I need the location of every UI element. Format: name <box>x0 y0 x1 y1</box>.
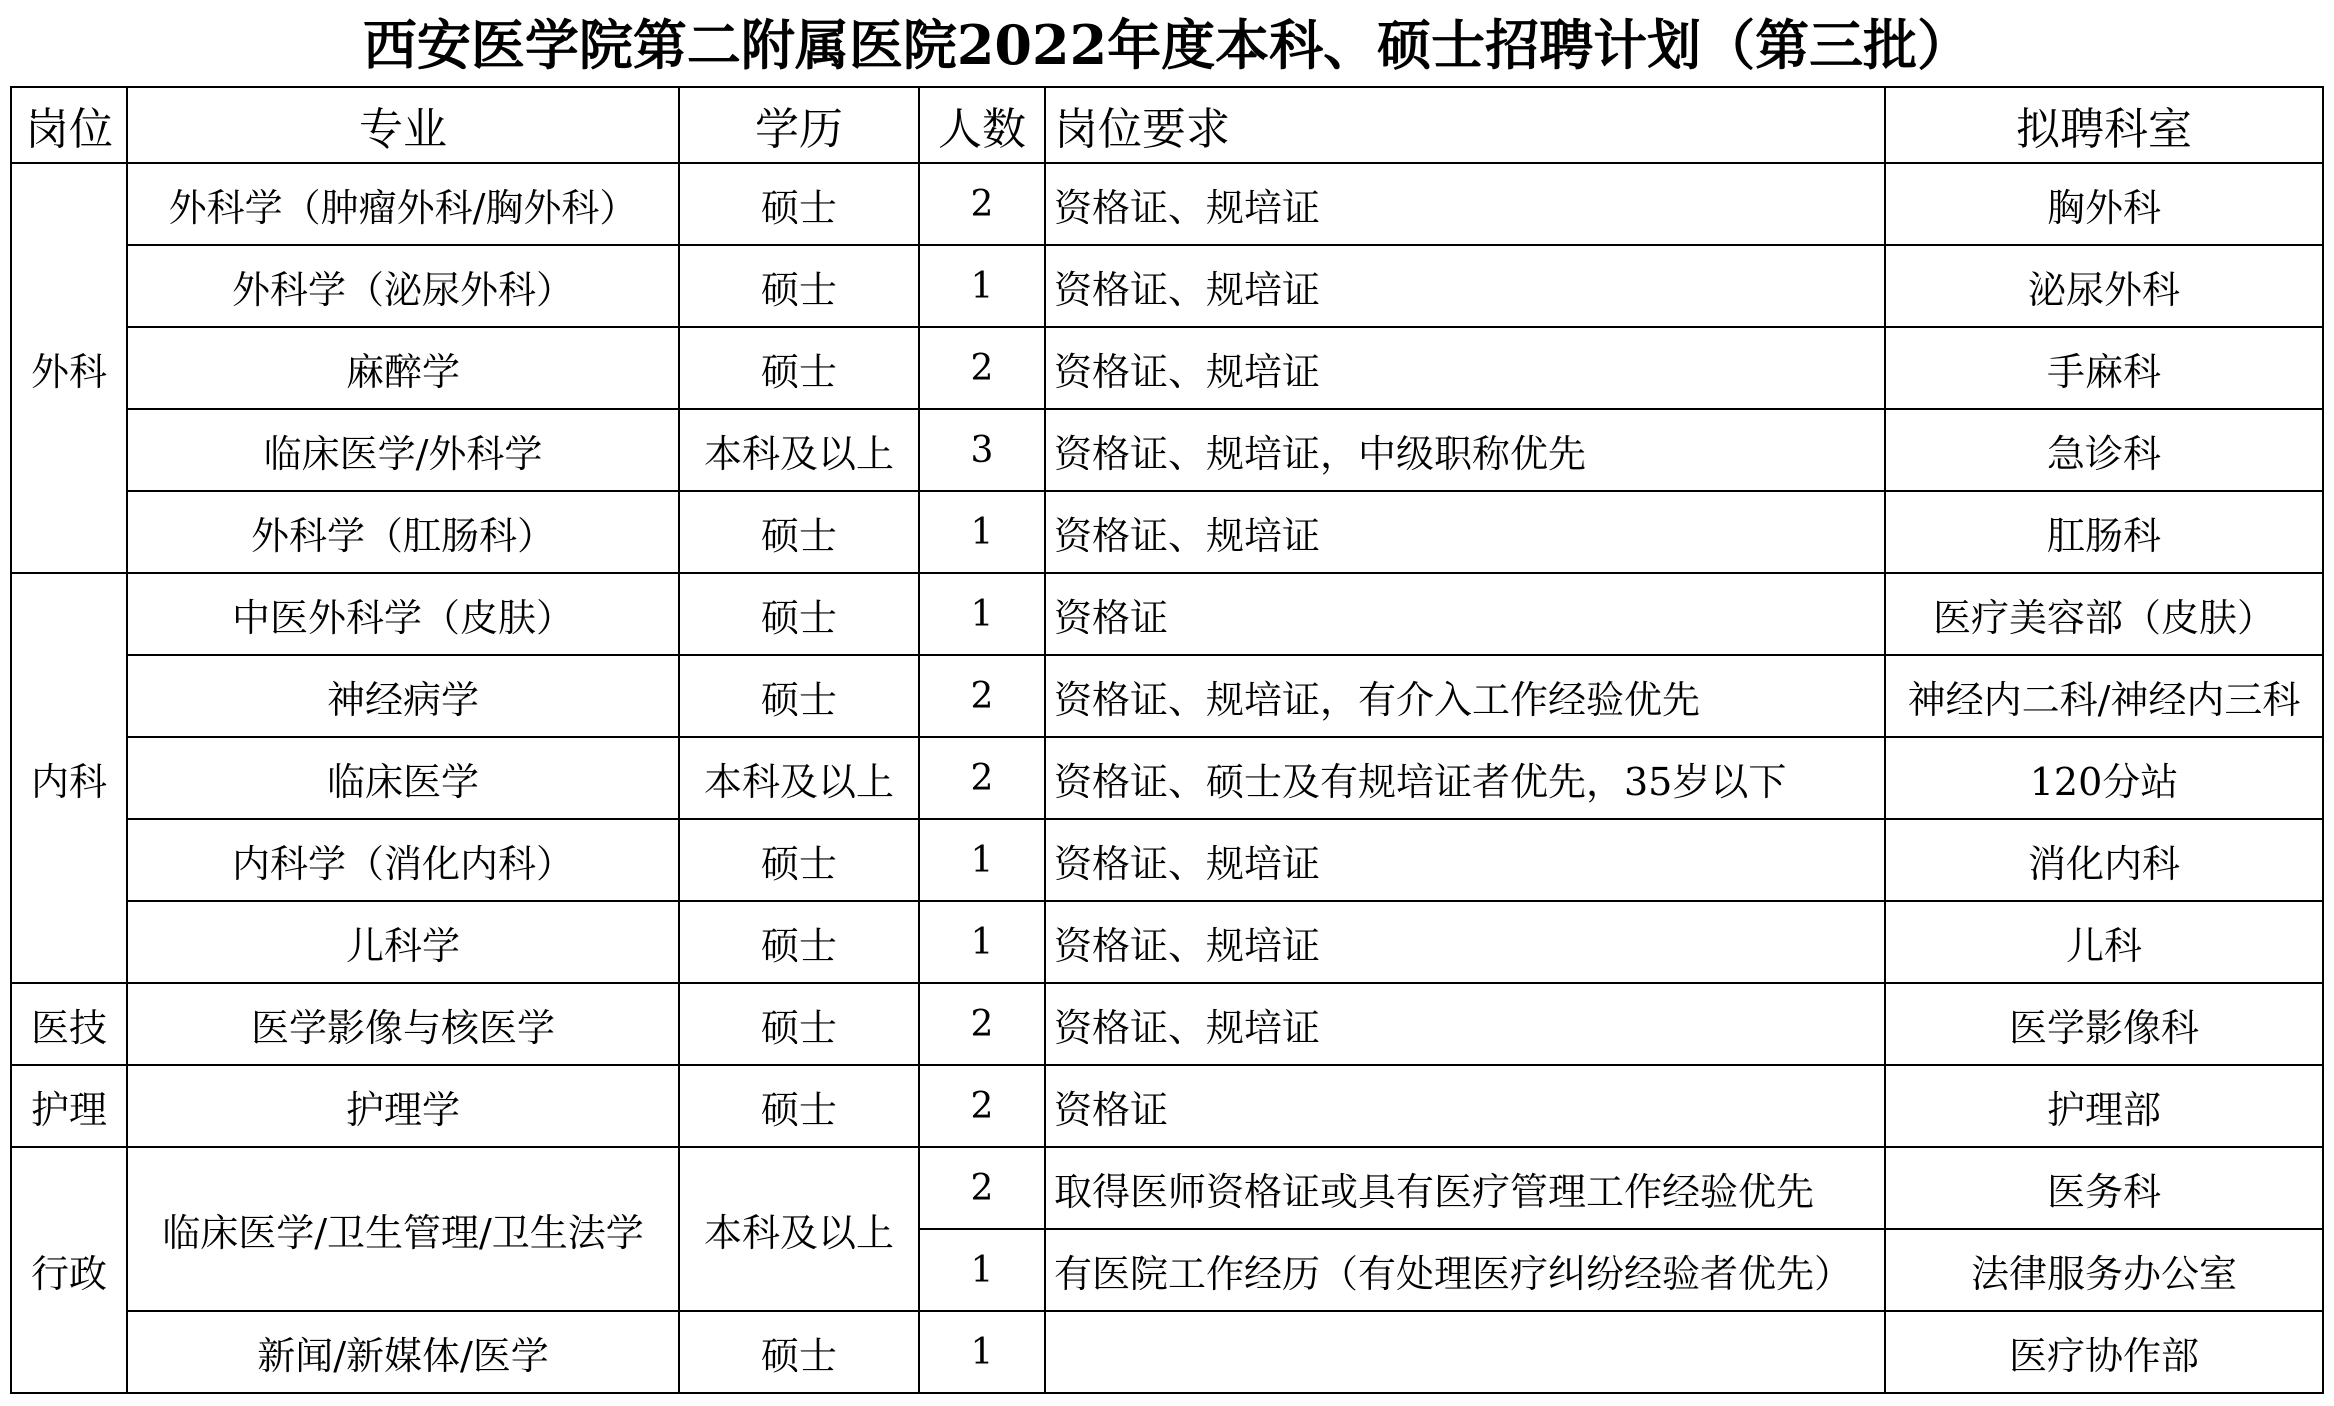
cell-major: 新闻/新媒体/医学 <box>127 1311 679 1393</box>
header-count: 人数 <box>919 87 1045 163</box>
cell-education: 硕士 <box>679 245 919 327</box>
cell-count: 2 <box>919 737 1045 819</box>
cell-count: 2 <box>919 163 1045 245</box>
table-row <box>11 491 2323 573</box>
cell-count: 2 <box>919 983 1045 1065</box>
cell-education: 硕士 <box>679 163 919 245</box>
header-education: 学历 <box>679 87 919 163</box>
cell-major: 儿科学 <box>127 901 679 983</box>
cell-requirements: 资格证、规培证，有介入工作经验优先 <box>1045 655 1885 737</box>
cell-requirements: 资格证、规培证 <box>1045 327 1885 409</box>
cell-education: 硕士 <box>679 327 919 409</box>
cell-count: 1 <box>919 819 1045 901</box>
table-row <box>11 1311 2323 1393</box>
cell-major: 内科学（消化内科） <box>127 819 679 901</box>
cell-major: 麻醉学 <box>127 327 679 409</box>
table-row <box>11 737 2323 819</box>
group-cell-medtech: 医技 <box>11 983 127 1065</box>
header-department: 拟聘科室 <box>1885 87 2323 163</box>
group-cell-nursing: 护理 <box>11 1065 127 1147</box>
cell-requirements: 有医院工作经历（有处理医疗纠纷经验者优先） <box>1045 1229 1885 1311</box>
cell-education: 硕士 <box>679 573 919 655</box>
cell-requirements: 资格证 <box>1045 1065 1885 1147</box>
cell-requirements: 取得医师资格证或具有医疗管理工作经验优先 <box>1045 1147 1885 1229</box>
cell-count: 2 <box>919 1065 1045 1147</box>
table-row <box>11 1147 2323 1229</box>
recruitment-table <box>10 86 2324 1394</box>
cell-count: 2 <box>919 1147 1045 1229</box>
cell-major: 临床医学/卫生管理/卫生法学 <box>127 1147 679 1311</box>
cell-count: 1 <box>919 901 1045 983</box>
cell-department: 法律服务办公室 <box>1885 1229 2323 1311</box>
cell-major: 临床医学 <box>127 737 679 819</box>
group-cell-admin: 行政 <box>11 1147 127 1393</box>
cell-requirements: 资格证、规培证 <box>1045 163 1885 245</box>
cell-count: 1 <box>919 491 1045 573</box>
cell-count: 1 <box>919 1311 1045 1393</box>
cell-department: 医务科 <box>1885 1147 2323 1229</box>
cell-requirements: 资格证、规培证 <box>1045 983 1885 1065</box>
cell-count: 1 <box>919 245 1045 327</box>
cell-education: 硕士 <box>679 1311 919 1393</box>
cell-count: 3 <box>919 409 1045 491</box>
table-row <box>11 655 2323 737</box>
cell-department: 神经内二科/神经内三科 <box>1885 655 2323 737</box>
cell-education: 本科及以上 <box>679 409 919 491</box>
table-row <box>11 573 2323 655</box>
header-major: 专业 <box>127 87 679 163</box>
cell-education: 硕士 <box>679 655 919 737</box>
table-row <box>11 983 2323 1065</box>
cell-major: 中医外科学（皮肤） <box>127 573 679 655</box>
table-row <box>11 901 2323 983</box>
cell-count: 1 <box>919 573 1045 655</box>
cell-major: 外科学（泌尿外科） <box>127 245 679 327</box>
header-post: 岗位 <box>11 87 127 163</box>
cell-requirements <box>1045 1311 1885 1393</box>
cell-major: 外科学（肛肠科） <box>127 491 679 573</box>
cell-major: 外科学（肿瘤外科/胸外科） <box>127 163 679 245</box>
cell-major: 医学影像与核医学 <box>127 983 679 1065</box>
cell-requirements: 资格证、规培证 <box>1045 901 1885 983</box>
table-row <box>11 327 2323 409</box>
cell-major: 临床医学/外科学 <box>127 409 679 491</box>
cell-department: 急诊科 <box>1885 409 2323 491</box>
group-cell-surgery: 外科 <box>11 163 127 573</box>
cell-department: 护理部 <box>1885 1065 2323 1147</box>
cell-department: 泌尿外科 <box>1885 245 2323 327</box>
group-cell-internal: 内科 <box>11 573 127 983</box>
header-requirements: 岗位要求 <box>1045 87 1885 163</box>
cell-department: 儿科 <box>1885 901 2323 983</box>
table-row <box>11 819 2323 901</box>
cell-department: 医疗美容部（皮肤） <box>1885 573 2323 655</box>
table-row <box>11 245 2323 327</box>
cell-count: 1 <box>919 1229 1045 1311</box>
cell-education: 硕士 <box>679 1065 919 1147</box>
cell-requirements: 资格证、硕士及有规培证者优先，35岁以下 <box>1045 737 1885 819</box>
cell-education: 本科及以上 <box>679 1147 919 1311</box>
cell-count: 2 <box>919 655 1045 737</box>
table-row <box>11 163 2323 245</box>
page-title: 西安医学院第二附属医院2022年度本科、硕士招聘计划（第三批） <box>362 13 1972 77</box>
table-row <box>11 409 2323 491</box>
cell-department: 医疗协作部 <box>1885 1311 2323 1393</box>
cell-department: 消化内科 <box>1885 819 2323 901</box>
cell-department: 120分站 <box>1885 737 2323 819</box>
cell-major: 护理学 <box>127 1065 679 1147</box>
cell-count: 2 <box>919 327 1045 409</box>
table-row <box>11 1065 2323 1147</box>
cell-department: 胸外科 <box>1885 163 2323 245</box>
cell-department: 肛肠科 <box>1885 491 2323 573</box>
cell-requirements: 资格证、规培证，中级职称优先 <box>1045 409 1885 491</box>
cell-education: 硕士 <box>679 491 919 573</box>
cell-department: 手麻科 <box>1885 327 2323 409</box>
cell-education: 硕士 <box>679 819 919 901</box>
table-header-row <box>11 87 2323 163</box>
cell-education: 硕士 <box>679 901 919 983</box>
cell-requirements: 资格证、规培证 <box>1045 245 1885 327</box>
cell-department: 医学影像科 <box>1885 983 2323 1065</box>
cell-education: 本科及以上 <box>679 737 919 819</box>
cell-major: 神经病学 <box>127 655 679 737</box>
cell-requirements: 资格证、规培证 <box>1045 819 1885 901</box>
cell-requirements: 资格证、规培证 <box>1045 491 1885 573</box>
cell-requirements: 资格证 <box>1045 573 1885 655</box>
cell-education: 硕士 <box>679 983 919 1065</box>
